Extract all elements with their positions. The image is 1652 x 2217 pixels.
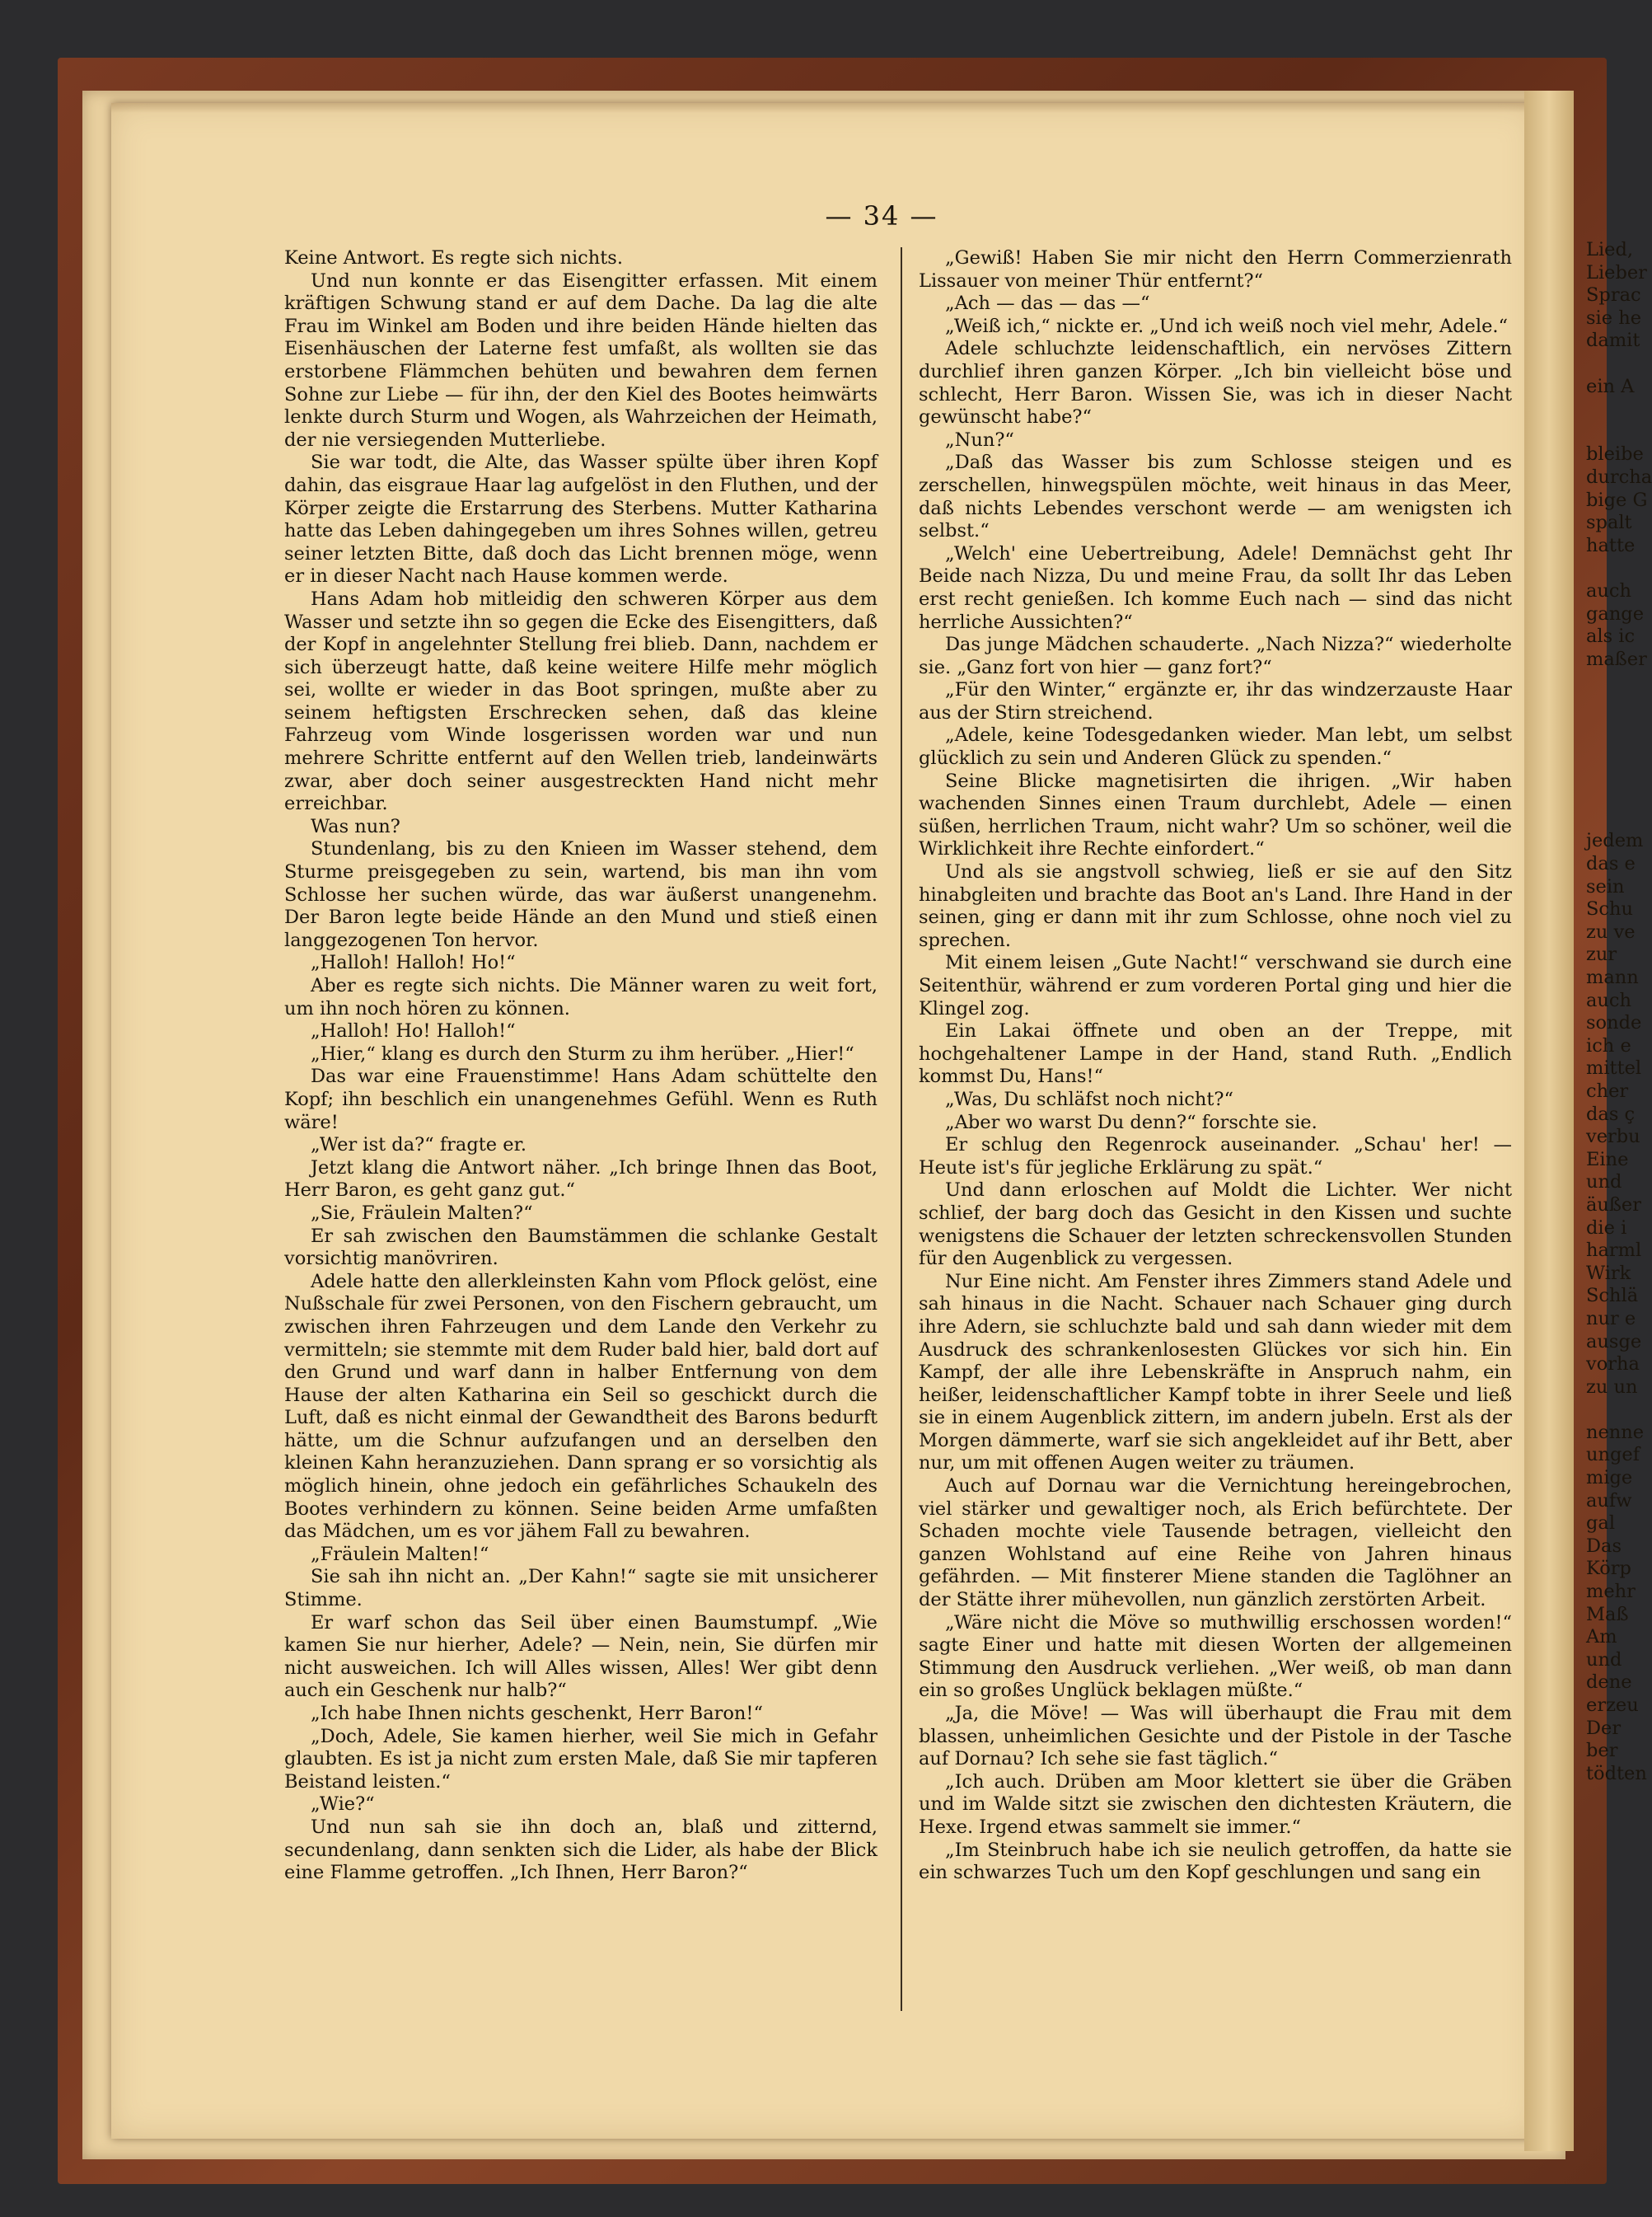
fragment-line: Sprac [1586, 284, 1641, 307]
paragraph: Er schlug den Regenrock auseinander. „Schau' her! — Heute ist's für jegliche Erklärung zu spät.“ [919, 1134, 1512, 1179]
paragraph: Stundenlang, bis zu den Knieen im Wasser stehend, dem Sturme preisgegeben zu sein, wartend, bis man ihn vom Schlosse her suchen würde, das war äußerst unangenehm. Der Baron legte beide Hände an den Mund und stieß einen langgezogenen Ton hervor. [284, 838, 877, 951]
fragment-line: Der [1586, 1717, 1622, 1739]
paragraph: Und nun konnte er das Eisengitter erfassen. Mit einem kräftigen Schwung stand er auf dem Dache. Da lag die alte Frau im Winkel am Boden und ihre beiden Hände hielten das Eisenhäuschen der Laterne fest umfaßt, als wollten sie das erstorbene Flämmchen behüten und bewahren dem fernen Sohne zur Liebe — für ihn, der den Kiel des Bootes heimwärts lenkte durch Sturm und Wogen, als Wahrzeichen der Heimath, der nie versiegenden Mutterliebe. [284, 270, 877, 451]
paragraph: „Adele, keine Todesgedanken wieder. Man lebt, um selbst glücklich zu sein und Anderen Glück zu spenden.“ [919, 724, 1512, 770]
text-column-left [284, 247, 877, 2011]
fragment-line: mehr [1586, 1581, 1636, 1603]
paragraph: „Im Steinbruch habe ich sie neulich getroffen, da hatte sie ein schwarzes Tuch um den Kopf geschlungen und sang ein [919, 1839, 1512, 1884]
fragment-line: nenne [1586, 1421, 1645, 1443]
paragraph: Und dann erloschen auf Moldt die Lichter. Wer nicht schlief, der barg doch das Gesicht in den Kissen und suchte wenigstens die Schauer der letzten schreckensvollen Stunden für den Augenblick zu vergessen. [919, 1179, 1512, 1270]
fragment-line: gange [1586, 602, 1645, 625]
fragment-line: bige G [1586, 489, 1648, 511]
text-column-right [919, 247, 1512, 2011]
paragraph: „Weiß ich,“ nickte er. „Und ich weiß noch viel mehr, Adele.“ [945, 315, 1509, 337]
paragraph: Und als sie angstvoll schwieg, ließ er sie auf den Sitz hinabgleiten und brachte das Boot an's Land. Ihre Hand in der seinen, ging er dann mit ihr zum Schlosse, ohne noch viel zu sprechen. [919, 861, 1512, 951]
paragraph: Hans Adam hob mitleidig den schweren Körper aus dem Wasser und setzte ihn so gegen die Ecke des Eisengitters, daß der Kopf in angelehnter Stellung frei blieb. Dann, nachdem er sich überzeugt hatte, daß keine weitere Hilfe mehr möglich sei, wollte er wieder in das Boot springen, mußte aber zu seinem heftigsten Erschrecken sehen, daß das kleine Fahrzeug vom Winde losgerissen worden war und nun mehrere Schritte entfernt auf den Wellen trieb, landeinwärts zwar, aber doch seiner ausgestreckten Hand nicht mehr erreichbar. [284, 588, 877, 815]
paragraph: „Wie?“ [311, 1793, 375, 1816]
fragment-line: cher [1586, 1080, 1629, 1102]
paragraph: „Ich auch. Drüben am Moor klettert sie über die Gräben und im Walde sitzt sie zwischen den dichtesten Kräutern, die Hexe. Irgend etwas sammelt sie immer.“ [919, 1770, 1512, 1838]
fragment-line: spalt [1586, 512, 1632, 534]
fragment-line: mige [1586, 1467, 1633, 1489]
paragraph: „Halloh! Ho! Halloh!“ [311, 1020, 516, 1043]
fragment-line: und [1586, 1171, 1622, 1193]
paragraph: Was nun? [311, 815, 400, 837]
fragment-line [1586, 671, 1648, 694]
page-number: — 34 — [825, 200, 938, 232]
paragraph: „Doch, Adele, Sie kamen hierher, weil Sie mich in Gefahr glaubten. Es ist ja nicht zum ersten Male, daß Sie mir tapferen Beistand leisten.“ [284, 1725, 877, 1793]
paragraph: „Ach — das — das —“ [945, 293, 1150, 315]
fragment-line: das e [1586, 853, 1636, 875]
fragment-line: Maß [1586, 1603, 1629, 1625]
paragraph: „Ich habe Ihnen nichts geschenkt, Herr Baron!“ [311, 1703, 763, 1724]
fragment-line: Wirk [1586, 1262, 1631, 1284]
fragment-line: sein [1586, 875, 1625, 898]
fragment-line [1586, 1399, 1648, 1422]
fragment-line: tödten [1586, 1762, 1647, 1784]
fragment-line: und [1586, 1648, 1622, 1671]
fragment-line: sonde [1586, 1012, 1642, 1034]
paragraph: Nur Eine nicht. Am Fenster ihres Zimmers stand Adele und sah hinaus in die Nacht. Schauer nach Schauer ging durch ihre Adern, sie schluchzte bald und sah dann wieder mit dem Ausdruck des schrankenlosesten Glückes vor sich hin. Ein Kampf, der alle ihre Lebenskräfte in Anspruch nahm, ein heißer, leidenschaftlicher Kampf tobte in ihrer Seele und ließ sie in einem Augenblick zittern, im andern jubeln. Erst als der Morgen dämmerte, warf sie sich angekleidet auf ihr Bett, aber nur, um mit offenen Augen weiter zu träumen. [919, 1270, 1512, 1474]
fragment-line: auch [1586, 579, 1631, 602]
fragment-line: gal [1586, 1512, 1616, 1535]
fragment-line: sie he [1586, 307, 1642, 329]
paragraph: Das junge Mädchen schauderte. „Nach Nizza?“ wiederholte sie. „Ganz fort von hier — ganz fort?“ [919, 634, 1512, 678]
paragraph: Sie war todt, die Alte, das Wasser spülte über ihren Kopf dahin, das eisgraue Haar lag aufgelöst in den Fluthen, und der Körper zeigte die Erstarrung des Sterbens. Mutter Katharina hatte das Leben dahingegeben um ihres Sohnes willen, getreu seiner letzten Bitte, daß doch das Licht brennen möge, wenn er in dieser Nacht nach Hause kommen werde. [284, 452, 877, 588]
paragraph: Adele hatte den allerkleinsten Kahn vom Pflock gelöst, eine Nußschale für zwei Personen, von den Fischern gebraucht, um zwischen ihren Fahrzeugen und dem Lande den Verkehr zu vermitteln; sie stemmte mit dem Ruder bald hier, bald dort auf den Grund und warf dann in halber Entfernung von dem Hause der alten Katharina ein Seil so geschickt durch die Luft, daß es nicht einmal der Gewandtheit des Barons bedurft hätte, um die Schnur aufzufangen und an derselben den kleinen Kahn heranzuziehen. Dann sprang er so vorsichtig als möglich hinein, ohne jedoch ein gefährliches Schaukeln des Bootes verhindern zu können. Seine beiden Arme umfaßten das Mädchen, um es vor jähem Fall zu bewahren. [284, 1270, 877, 1543]
paragraph: „Welch' eine Uebertreibung, Adele! Demnächst geht Ihr Beide nach Nizza, Du und meine Frau, da sollt Ihr das Leben erst recht genießen. Ich komme Euch nach — sind das nicht herrliche Aussichten?“ [919, 542, 1512, 633]
fragment-line: durcha [1586, 466, 1652, 488]
fragment-line: Eine [1586, 1148, 1629, 1170]
fragment-line [1586, 762, 1648, 785]
paragraph: Er sah zwischen den Baumstämmen die schlanke Gestalt vorsichtig manövriren. [284, 1225, 877, 1270]
fragment-line: äußer [1586, 1193, 1642, 1216]
fragment-line: erzeu [1586, 1694, 1639, 1716]
fragment-line: ungef [1586, 1444, 1640, 1466]
fragment-line [1586, 739, 1648, 762]
page-shadow [111, 103, 1537, 113]
paragraph: Auch auf Dornau war die Vernichtung hereingebrochen, viel stärker und gewaltiger noch, als Erich befürchtete. Der Schaden mochte viele Tausende betragen, vielleicht den ganzen Wohlstand auf eine Reihe von Jahren hinaus gefährden. — Mit finsterer Miene standen die Taglöhner an der Stätte ihrer mühevollen, nun gänzlich zerstörten Arbeit. [919, 1475, 1512, 1611]
fragment-line: maßer [1586, 648, 1647, 670]
paragraph: Jetzt klang die Antwort näher. „Ich bringe Ihnen das Boot, Herr Baron, es geht ganz gut.“ [284, 1156, 877, 1202]
paragraph: Seine Blicke magnetisirten die ihrigen. „Wir haben wachenden Sinnes einen Traum durchlebt, Adele — einen süßen, herrlichen Traum, nicht wahr? Um so schöner, weil die Wirklichkeit ihre Rechte einfordert.“ [919, 770, 1512, 860]
paragraph: „Fräulein Malten!“ [311, 1543, 489, 1565]
paragraph: Und nun sah sie ihn doch an, blaß und zitternd, secundenlang, dann senkten sich die Lider, als habe der Blick eine Flamme getroffen. „Ich Ihnen, Herr Baron?“ [284, 1816, 877, 1884]
paragraph: „Daß das Wasser bis zum Schlosse steigen und es zerschellen, hinwegspülen möchte, weit hinaus in das Meer, daß nichts Lebendes verschont werde — am wenigsten ich selbst.“ [919, 452, 1512, 542]
paragraph: „Ja, die Möve! — Was will überhaupt die Frau mit dem blassen, unheimlichen Gesichte und der Pistole in der Tasche auf Dornau? Ich sehe sie fast täglich.“ [919, 1703, 1512, 1770]
fragment-line: Am [1586, 1626, 1617, 1648]
fragment-line: Schu [1586, 898, 1633, 921]
fragment-line: zu un [1586, 1376, 1638, 1398]
paragraph: „Nun?“ [945, 429, 1014, 451]
paragraph: „Wer ist da?“ fragte er. [311, 1134, 527, 1156]
fragment-line [1586, 785, 1648, 808]
fragment-line [1586, 353, 1648, 376]
paragraph: Aber es regte sich nichts. Die Männer waren zu weit fort, um ihn noch hören zu können. [284, 975, 877, 1019]
fragment-line: jedem [1586, 830, 1644, 852]
fragment-line: Lied, [1586, 239, 1634, 260]
fragment-line [1586, 716, 1648, 739]
paragraph: Das war eine Frauenstimme! Hans Adam schüttelte den Kopf; ihn beschlich ein unangenehmes Gefühl. Wenn es Ruth wäre! [284, 1066, 877, 1133]
fragment-line: Körp [1586, 1558, 1631, 1580]
paragraph: „Wäre nicht die Möve so muthwillig erschossen worden!“ sagte Einer und hatte mit diesen Worten der allgemeinen Stimmung den Ausdruck verliehen. „Wer weiß, ob man dann ein so großes Unglück beklagen müßte.“ [919, 1611, 1512, 1702]
fragment-line: hatte [1586, 534, 1636, 556]
paragraph: „Hier,“ klang es durch den Sturm zu ihm herüber. „Hier!“ [311, 1043, 854, 1065]
fragment-line: zur [1586, 944, 1617, 966]
fragment-line: vorha [1586, 1353, 1640, 1376]
fragment-line: nur e [1586, 1307, 1636, 1329]
fragment-line: Lieber [1586, 261, 1647, 284]
fragment-line: Schlä [1586, 1285, 1639, 1307]
fragment-line: verbu [1586, 1126, 1640, 1148]
fragment-line: mann [1586, 967, 1639, 988]
paragraph: „Aber wo warst Du denn?“ forschte sie. [945, 1111, 1317, 1133]
paragraph: Mit einem leisen „Gute Nacht!“ verschwand sie durch eine Seitenthür, während er zum vorderen Portal ging und hier die Klingel zog. [919, 952, 1512, 1019]
column-divider [901, 247, 902, 2011]
fragment-line: mittel [1586, 1057, 1642, 1080]
fragment-line [1586, 557, 1648, 580]
fragment-line: ber [1586, 1740, 1618, 1762]
fragment-line: als ic [1586, 626, 1636, 648]
paragraph: Keine Antwort. Es regte sich nichts. [284, 247, 623, 269]
fragment-line: auch [1586, 989, 1631, 1011]
facing-page-fragment [1586, 239, 1652, 1784]
paragraph: Sie sah ihn nicht an. „Der Kahn!“ sagte sie mit unsicherer Stimme. [284, 1566, 877, 1611]
book-gutter [1524, 91, 1574, 2151]
paragraph: „Sie, Fräulein Malten?“ [311, 1202, 533, 1224]
paragraph: Er warf schon das Seil über einen Baumstumpf. „Wie kamen Sie nur hierher, Adele? — Nein, nein, Sie dürfen mir nicht ausweichen. Ich will Alles wissen, Alles! Wer gibt denn auch ein Geschenk nur halb?“ [284, 1611, 877, 1702]
fragment-line: zu ve [1586, 921, 1636, 943]
fragment-line [1586, 808, 1648, 831]
fragment-line: harml [1586, 1240, 1642, 1262]
fragment-line: aufw [1586, 1489, 1632, 1512]
fragment-line: damit [1586, 330, 1640, 352]
fragment-line [1586, 421, 1648, 444]
paragraph: „Was, Du schläfst noch nicht?“ [945, 1088, 1233, 1110]
fragment-line [1586, 398, 1648, 421]
fragment-line [1586, 694, 1648, 717]
paragraph: „Für den Winter,“ ergänzte er, ihr das windzerzauste Haar aus der Stirn streichend. [919, 679, 1512, 724]
paragraph: Adele schluchzte leidenschaftlich, ein nervöses Zittern durchlief ihren ganzen Körper. „Ich bin vielleicht böse und schlecht, Herr Baron. Wissen Sie, was ich in dieser Nacht gewünscht habe?“ [919, 338, 1512, 429]
fragment-line: ich e [1586, 1034, 1631, 1057]
paragraph: „Halloh! Halloh! Ho!“ [311, 952, 516, 974]
fragment-line: Das [1586, 1535, 1622, 1557]
fragment-line: bleibe [1586, 443, 1644, 466]
paragraph: Ein Lakai öffnete und oben an der Treppe, mit hochgehaltener Lampe in der Hand, stand Ruth. „Endlich kommst Du, Hans!“ [919, 1020, 1512, 1088]
fragment-line: dene [1586, 1671, 1632, 1694]
fragment-line: ein A [1586, 375, 1635, 397]
fragment-line: das ç [1586, 1103, 1636, 1125]
fragment-line: ausge [1586, 1330, 1642, 1352]
fragment-line: die i [1586, 1216, 1627, 1239]
paragraph: „Gewiß! Haben Sie mir nicht den Herrn Commerzienrath Lissauer von meiner Thür entfernt?“ [919, 247, 1512, 292]
